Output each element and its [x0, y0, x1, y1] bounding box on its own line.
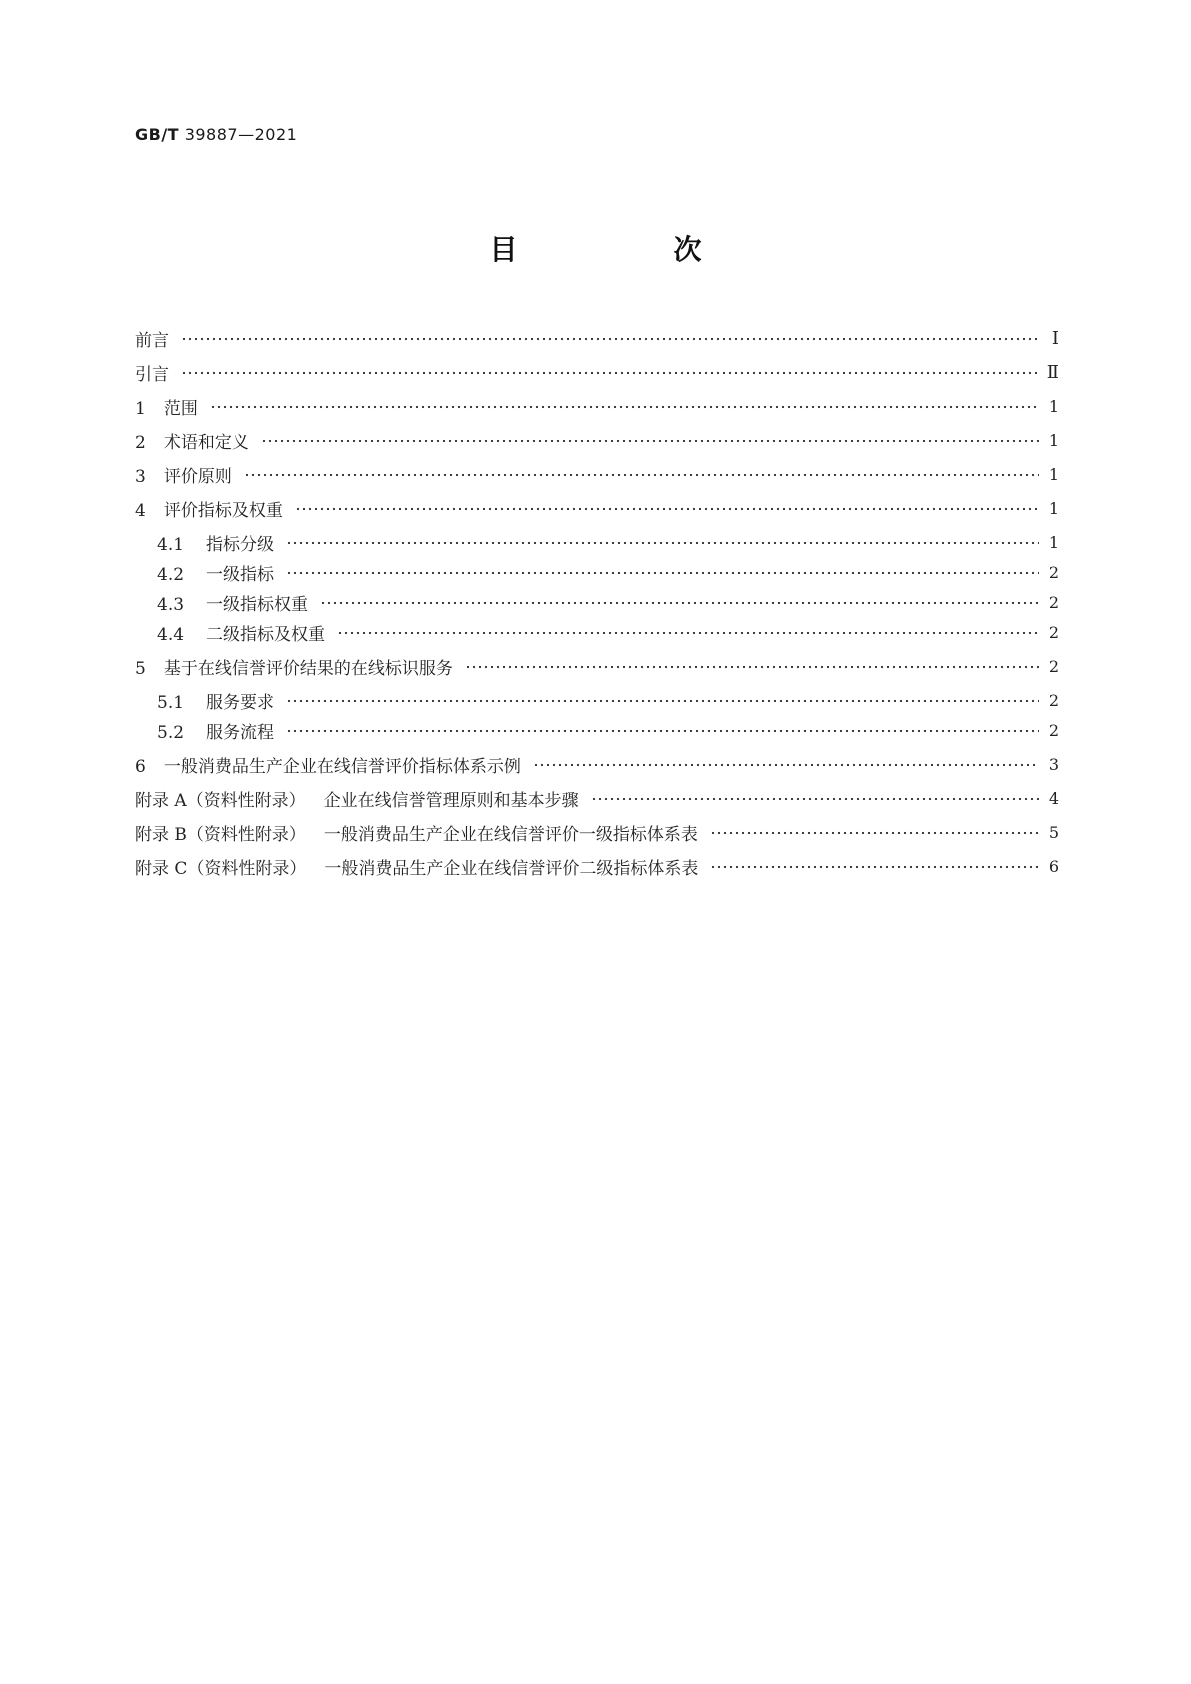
toc-entry-page: 5	[1048, 822, 1059, 842]
toc-entry-number: 1	[135, 398, 146, 419]
dot-leader	[286, 728, 1039, 734]
toc-entry-number: 4.3	[157, 594, 185, 615]
toc-entry-number: 6	[135, 756, 146, 777]
toc-entry-number: 附录 A（资料性附录）	[135, 790, 306, 811]
toc-entry-4-2[interactable]	[135, 559, 1059, 585]
dot-leader	[533, 762, 1039, 768]
dot-leader	[295, 506, 1039, 512]
dot-leader	[320, 600, 1039, 606]
dot-leader	[465, 664, 1039, 670]
toc-entry-label: 二级指标及权重	[206, 624, 326, 645]
dot-leader	[210, 404, 1039, 410]
toc-entry-appendix-c[interactable]	[135, 853, 1059, 879]
toc-entry-appendix-b[interactable]	[135, 819, 1059, 845]
dot-leader	[181, 336, 1039, 342]
toc-entry-number: 2	[135, 432, 146, 453]
toc-entry-3[interactable]	[135, 461, 1059, 487]
toc-entry-page: 4	[1048, 788, 1059, 808]
toc-entry-label: 引言	[135, 364, 169, 385]
dot-leader	[286, 698, 1039, 704]
toc-entry-label: 一级指标	[206, 564, 275, 585]
toc-entry-label: 术语和定义	[163, 432, 249, 453]
toc-entry-page: Ⅰ	[1051, 327, 1059, 349]
toc-entry-introduction[interactable]	[135, 359, 1059, 385]
toc-entry-label: 企业在线信誉管理原则和基本步骤	[323, 790, 579, 811]
dot-leader	[261, 438, 1039, 444]
toc-entry-page: 2	[1048, 562, 1059, 582]
toc-entry-label: 评价原则	[163, 466, 232, 487]
toc-entry-label: 服务流程	[206, 722, 275, 743]
dot-leader	[710, 830, 1039, 836]
toc-entry-page: 1	[1048, 396, 1059, 416]
toc-entry-4[interactable]	[135, 495, 1059, 521]
dot-leader	[181, 370, 1037, 376]
toc-entry-page: 2	[1048, 690, 1059, 710]
toc-entry-number: 4.4	[157, 624, 185, 645]
toc-entry-label: 基于在线信誉评价结果的在线标识服务	[163, 658, 453, 679]
toc-entry-label: 一般消费品生产企业在线信誉评价二级指标体系表	[324, 858, 699, 879]
dot-leader	[337, 630, 1039, 636]
toc-entry-label: 一般消费品生产企业在线信誉评价指标体系示例	[163, 756, 521, 777]
toc-entry-page: 1	[1048, 532, 1059, 552]
toc-entry-6[interactable]	[135, 751, 1059, 777]
toc-entry-appendix-a[interactable]	[135, 785, 1059, 811]
toc-entry-page: Ⅱ	[1046, 361, 1059, 383]
toc-entry-1[interactable]	[135, 393, 1059, 419]
toc-entry-page: 2	[1048, 592, 1059, 612]
toc-entry-page: 3	[1048, 754, 1059, 774]
toc-entry-page: 6	[1048, 856, 1059, 876]
toc-entry-number: 4.1	[157, 534, 185, 555]
toc-entry-page: 1	[1048, 464, 1059, 484]
toc-entry-page: 2	[1048, 622, 1059, 642]
toc-entry-number: 5.2	[157, 722, 185, 743]
dot-leader	[710, 864, 1038, 870]
toc-entry-number: 5.1	[157, 692, 185, 713]
toc-entry-page: 1	[1048, 498, 1059, 518]
toc-entry-number: 4.2	[157, 564, 185, 585]
toc-entry-label: 指标分级	[206, 534, 275, 555]
toc-entry-label: 一级指标权重	[206, 594, 309, 615]
document-code	[135, 125, 297, 144]
toc-entry-5[interactable]	[135, 653, 1059, 679]
toc-entry-page: 1	[1048, 430, 1059, 450]
toc-entry-number: 附录 C（资料性附录）	[135, 858, 307, 879]
toc-entry-label: 评价指标及权重	[163, 500, 283, 521]
toc-entry-label: 范围	[163, 398, 198, 419]
toc-entry-page: 2	[1048, 720, 1059, 740]
toc-entry-2[interactable]	[135, 427, 1059, 453]
toc-entry-4-3[interactable]	[135, 589, 1059, 615]
toc-entry-5-1[interactable]	[135, 687, 1059, 713]
dot-leader	[286, 570, 1039, 576]
document-code-prefix: GB/T	[135, 125, 180, 144]
toc-entry-label: 服务要求	[206, 692, 275, 713]
toc-entry-number: 附录 B（资料性附录）	[135, 824, 306, 845]
toc-entry-label: 前言	[135, 330, 169, 351]
toc-entry-number: 4	[135, 500, 146, 521]
dot-leader	[591, 796, 1039, 802]
dot-leader	[244, 472, 1039, 478]
toc-entry-number: 5	[135, 658, 146, 679]
toc-entry-preface[interactable]	[135, 325, 1059, 351]
toc-entry-5-2[interactable]	[135, 717, 1059, 743]
toc-entry-page: 2	[1048, 656, 1059, 676]
toc-entry-number: 3	[135, 466, 146, 487]
toc-entry-label: 一般消费品生产企业在线信誉评价一级指标体系表	[323, 824, 698, 845]
toc-entry-4-4[interactable]	[135, 619, 1059, 645]
toc-entry-4-1[interactable]	[135, 529, 1059, 555]
dot-leader	[286, 540, 1039, 546]
document-code-number: 39887—2021	[184, 125, 298, 144]
toc-title: 目 次	[489, 233, 766, 266]
